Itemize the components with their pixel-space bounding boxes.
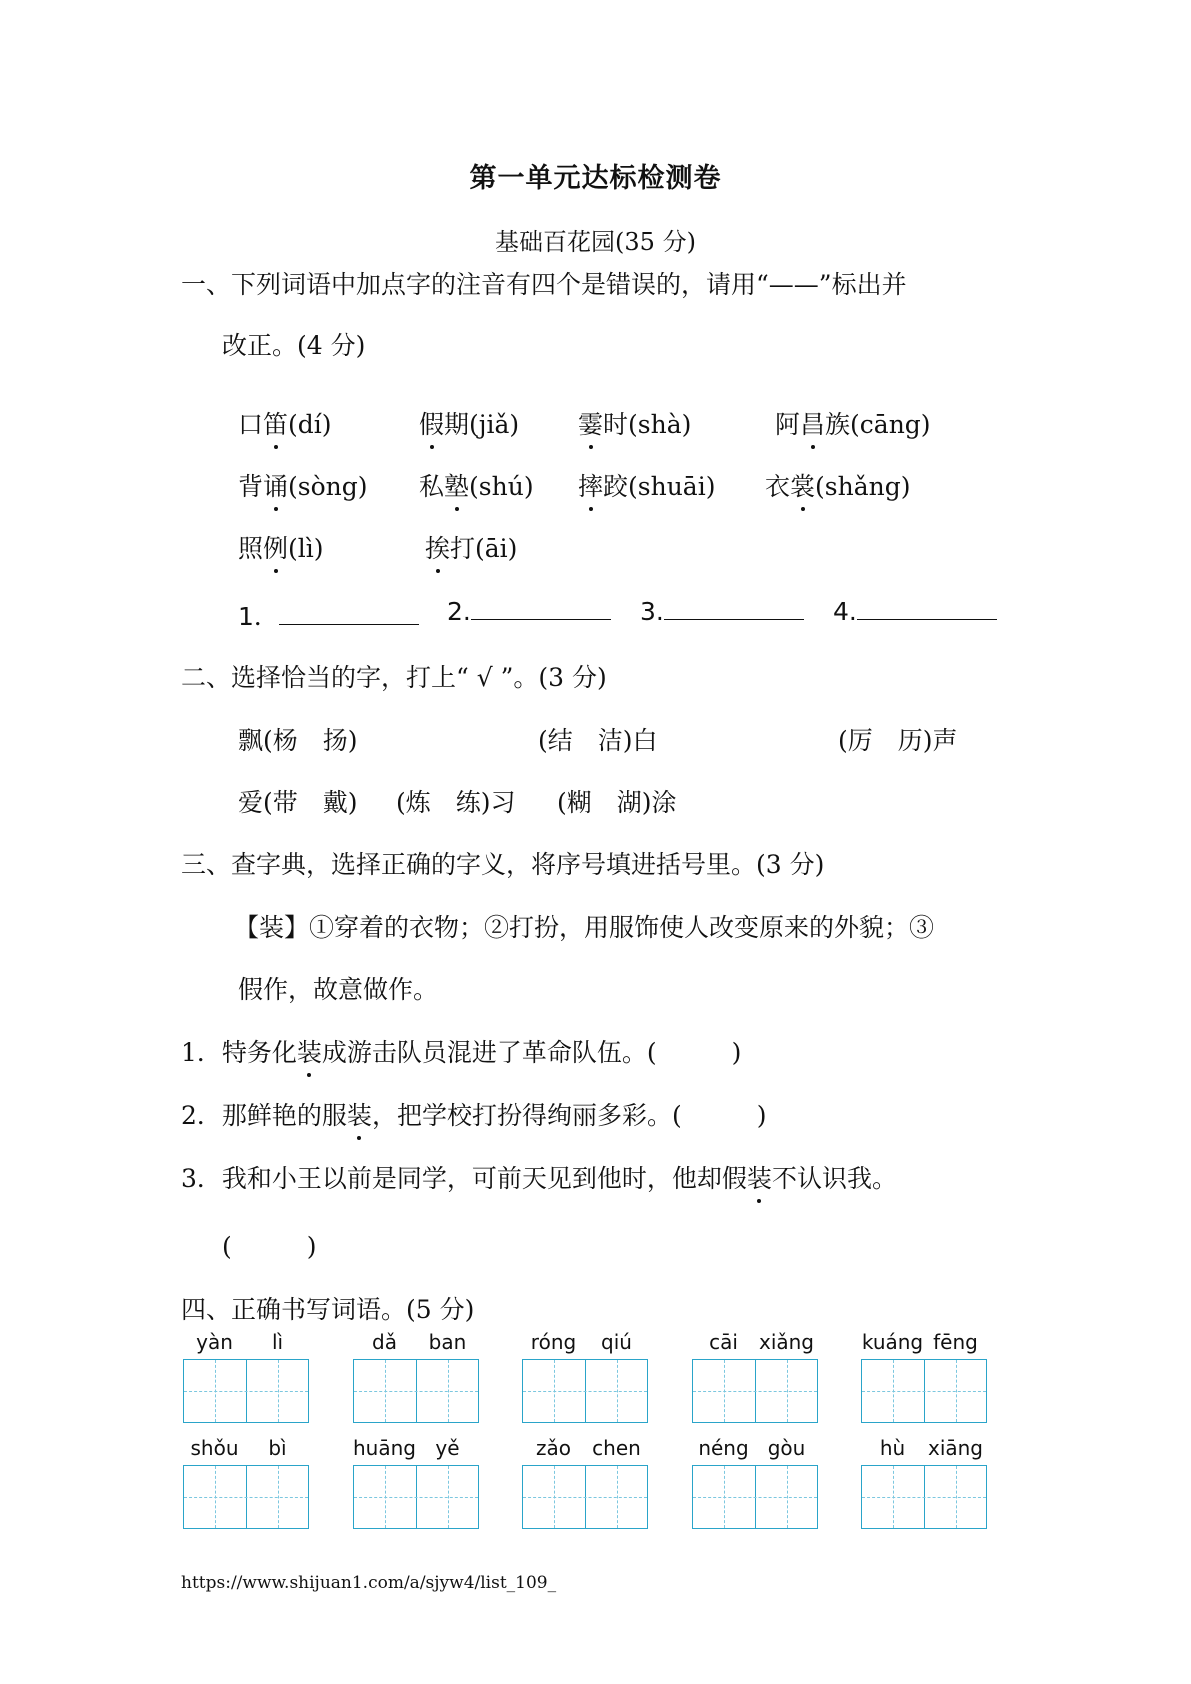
pinyin-label: néng <box>698 1436 749 1460</box>
q2-item-5: (炼 练)习 <box>396 788 516 817</box>
pinyin-label: kuáng <box>861 1330 924 1354</box>
q1-word-2: 假期(jiǎ) <box>419 405 519 441</box>
pinyin-label: dǎ <box>372 1330 397 1354</box>
pinyin-label: gòu <box>767 1436 806 1460</box>
q2-item-2: (结 洁)白 <box>538 726 658 755</box>
q1-word-6: 私塾(shú) <box>419 467 534 503</box>
dotted-character: 霎 <box>578 405 603 441</box>
writing-grid[interactable] <box>522 1465 648 1529</box>
q3-sentence-3-paren: ( ) <box>222 1232 317 1261</box>
writing-grid[interactable] <box>353 1465 479 1529</box>
q1-word-9: 照例(lì) <box>238 529 324 565</box>
writing-grid[interactable] <box>183 1465 309 1529</box>
q3-sentence-3: 3．我和小王以前是同学，可前天见到他时，他却假装不认识我。 <box>181 1159 897 1195</box>
dotted-character: 笛 <box>263 405 288 441</box>
q4-heading: 四、正确书写词语。(5 分) <box>181 1295 475 1324</box>
pinyin-label: cāi <box>709 1330 738 1354</box>
q3-sentence-1: 1．特务化装成游击队员混进了革命队伍。( ) <box>181 1033 741 1069</box>
source-url: https://www.shijuan1.com/a/sjyw4/list_109_ <box>181 1573 557 1593</box>
pinyin-label: chen <box>592 1436 641 1460</box>
page-title: 第一单元达标检测卷 <box>469 163 722 194</box>
section-subtitle: 基础百花园(35 分) <box>495 228 696 256</box>
q2-item-3: (厉 历)声 <box>838 726 958 755</box>
q1-word-1: 口笛(dí) <box>238 405 332 441</box>
dotted-character: 假 <box>419 405 444 441</box>
pinyin-label: róng <box>530 1330 577 1354</box>
writing-grid[interactable] <box>692 1359 818 1423</box>
pinyin-label: xiǎng <box>758 1330 815 1354</box>
q1-heading-line2: 改正。(4 分) <box>222 331 366 360</box>
dotted-character: 摔 <box>578 467 603 503</box>
dotted-character: 诵 <box>263 467 288 503</box>
pinyin-label: shǒu <box>190 1436 239 1460</box>
pinyin-label: yàn <box>196 1330 233 1354</box>
q2-heading: 二、选择恰当的字，打上“ √ ”。(3 分) <box>181 663 607 692</box>
q1-word-10: 挨打(āi) <box>425 529 517 565</box>
dotted-character: 塾 <box>444 467 469 503</box>
dotted-character: 裳 <box>790 467 815 503</box>
answer-2: 2. <box>447 597 611 626</box>
q2-item-4: 爱(带 戴) <box>238 788 358 817</box>
pinyin-label: ban <box>428 1330 467 1354</box>
pinyin-label: huāng <box>353 1436 416 1460</box>
writing-grid[interactable] <box>353 1359 479 1423</box>
writing-grid[interactable] <box>692 1465 818 1529</box>
q1-word-5: 背诵(sòng) <box>238 467 368 503</box>
q1-word-7: 摔跤(shuāi) <box>578 467 715 503</box>
q1-word-4: 阿昌族(cāng) <box>775 405 931 441</box>
pinyin-label: zǎo <box>536 1436 571 1460</box>
pinyin-label: xiāng <box>927 1436 984 1460</box>
pinyin-label: bì <box>268 1436 287 1460</box>
writing-grid[interactable] <box>861 1359 987 1423</box>
q3-heading: 三、查字典，选择正确的字义，将序号填进括号里。(3 分) <box>181 850 825 879</box>
q2-item-1: 飘(杨 扬) <box>238 726 358 755</box>
q1-heading-line1: 一、下列词语中加点字的注音有四个是错误的，请用“——”标出并 <box>181 270 907 299</box>
dotted-character: 挨 <box>425 529 450 565</box>
dotted-character: 例 <box>263 529 288 565</box>
pinyin-label: hù <box>879 1436 906 1460</box>
q1-word-8: 衣裳(shǎng) <box>765 467 910 503</box>
answer-4: 4. <box>833 597 997 626</box>
writing-grid[interactable] <box>183 1359 309 1423</box>
pinyin-label: yě <box>435 1436 460 1460</box>
q3-definition-line1: 【装】①穿着的衣物；②打扮，用服饰使人改变原来的外貌；③ <box>234 913 935 942</box>
dotted-character: 昌 <box>800 405 825 441</box>
pinyin-label: lì <box>271 1330 284 1354</box>
q3-sentence-2: 2．那鲜艳的服装，把学校打扮得绚丽多彩。( ) <box>181 1096 766 1132</box>
writing-grid[interactable] <box>861 1465 987 1529</box>
pinyin-label: qiú <box>601 1330 632 1354</box>
q2-item-6: (糊 湖)涂 <box>557 788 677 817</box>
writing-grid[interactable] <box>522 1359 648 1423</box>
q1-word-3: 霎时(shà) <box>578 405 691 441</box>
answer-1: 1． <box>238 597 419 633</box>
pinyin-label: fēng <box>933 1330 978 1354</box>
answer-3: 3. <box>640 597 804 626</box>
q3-definition-line2: 假作，故意做作。 <box>238 975 439 1004</box>
